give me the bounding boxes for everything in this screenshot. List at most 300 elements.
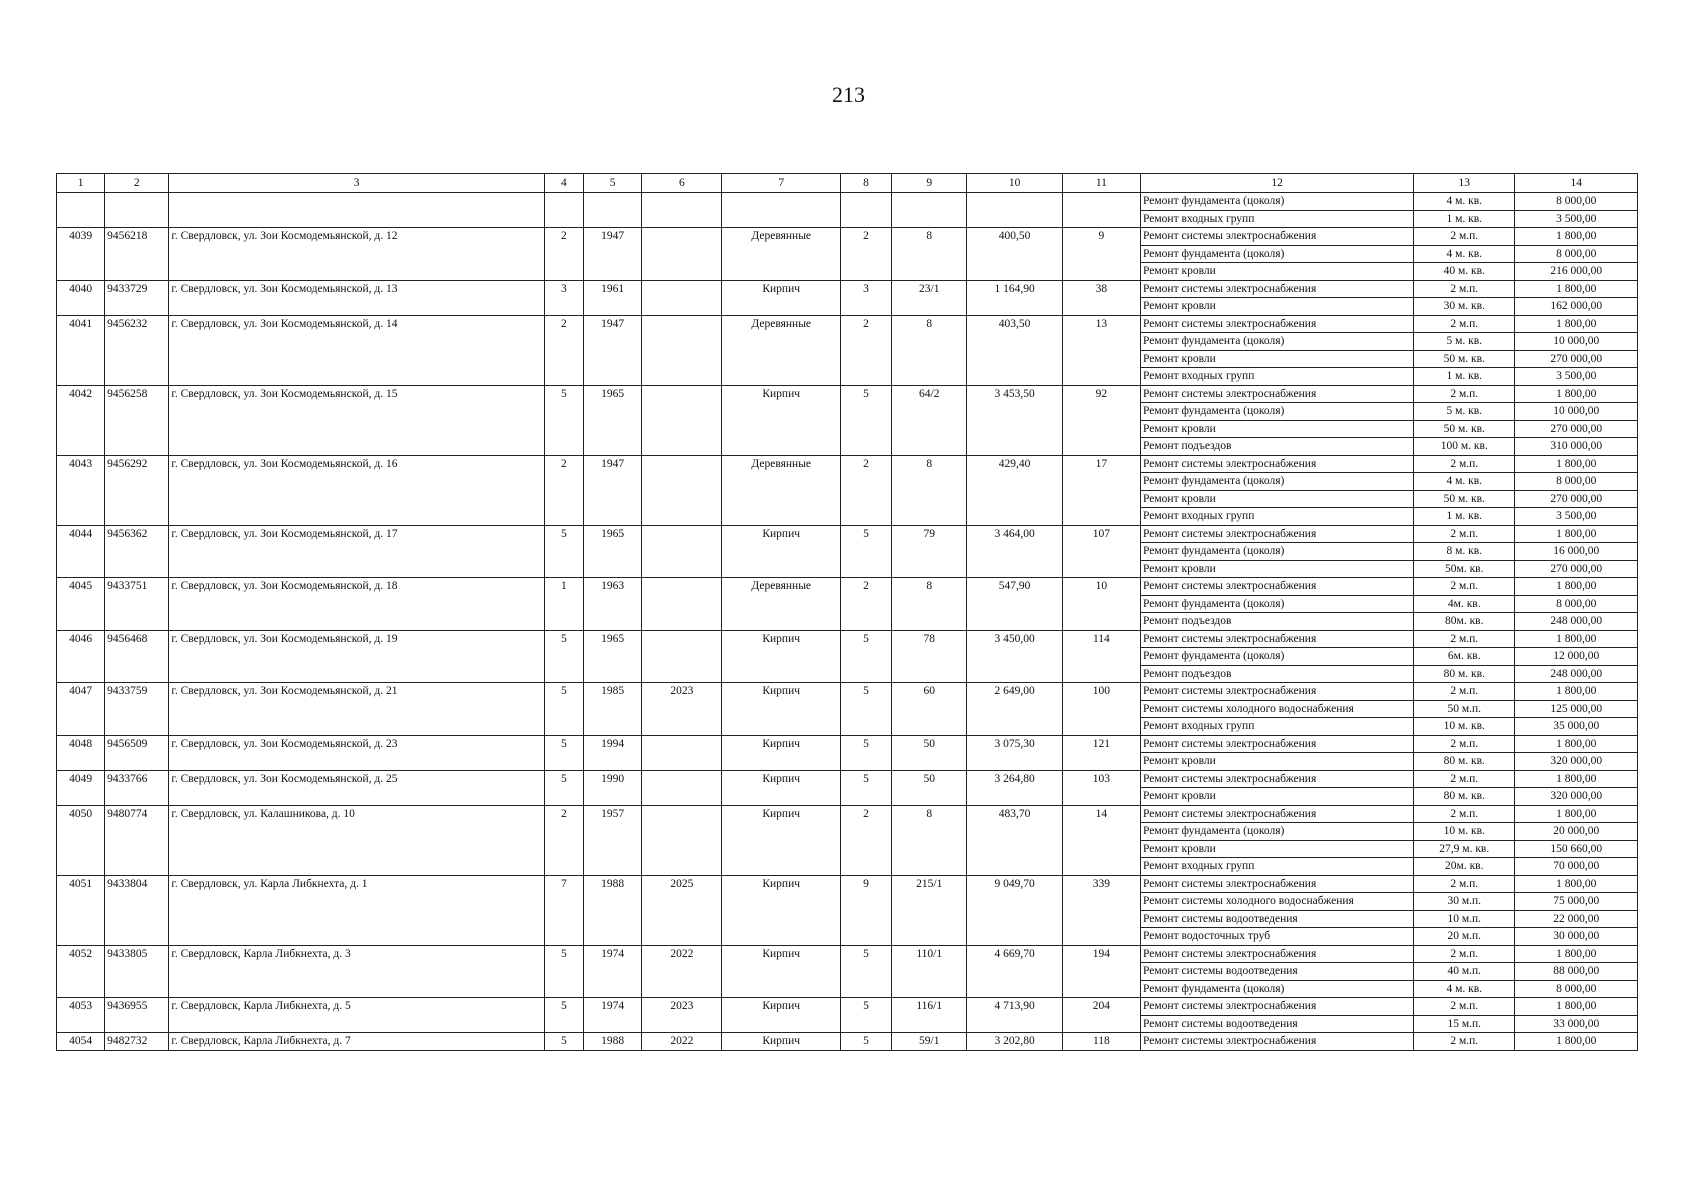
col-9-value: 60 <box>892 683 967 736</box>
col-9-value: 8 <box>892 455 967 525</box>
col-7-material: Деревянные <box>722 455 840 525</box>
col-9-value: 8 <box>892 578 967 631</box>
table-row <box>57 578 1638 596</box>
col-10-area: 3 453,50 <box>967 385 1062 455</box>
work-volume: 2 м.п. <box>1414 735 1515 753</box>
work-volume: 2 м.п. <box>1414 455 1515 473</box>
house-address: г. Свердловск, ул. Зои Космодемьянской, д. 14 <box>169 315 544 385</box>
continuation-cell <box>1062 193 1140 228</box>
col-11-value: 38 <box>1062 280 1140 315</box>
work-volume: 2 м.п. <box>1414 945 1515 963</box>
work-cost: 1 800,00 <box>1515 770 1638 788</box>
col-9-value: 50 <box>892 770 967 805</box>
col-10-area: 547,90 <box>967 578 1062 631</box>
work-volume: 2 м.п. <box>1414 770 1515 788</box>
col-8-value: 5 <box>840 385 891 455</box>
col-11-value: 92 <box>1062 385 1140 455</box>
col-10-area: 3 450,00 <box>967 630 1062 683</box>
work-volume: 40 м.п. <box>1414 963 1515 981</box>
work-type: Ремонт системы электроснабжения <box>1141 525 1414 543</box>
table-row <box>57 193 1638 211</box>
work-type: Ремонт системы электроснабжения <box>1141 805 1414 823</box>
work-type: Ремонт системы электроснабжения <box>1141 735 1414 753</box>
col-6-year <box>642 455 722 525</box>
col-11-value: 100 <box>1062 683 1140 736</box>
record-number: 4046 <box>57 630 105 683</box>
work-volume: 50 м. кв. <box>1414 350 1515 368</box>
work-type: Ремонт системы электроснабжения <box>1141 385 1414 403</box>
column-header-5: 5 <box>583 174 641 193</box>
work-cost: 1 800,00 <box>1515 1033 1638 1051</box>
work-volume: 2 м.п. <box>1414 280 1515 298</box>
table-row <box>57 315 1638 333</box>
col-8-value: 5 <box>840 630 891 683</box>
work-type: Ремонт системы электроснабжения <box>1141 315 1414 333</box>
work-type: Ремонт кровли <box>1141 840 1414 858</box>
col-9-value: 50 <box>892 735 967 770</box>
work-volume: 1 м. кв. <box>1414 508 1515 526</box>
col-5-year: 1990 <box>583 770 641 805</box>
table-row <box>57 385 1638 403</box>
col-11-value: 204 <box>1062 998 1140 1033</box>
work-type: Ремонт системы электроснабжения <box>1141 280 1414 298</box>
work-volume: 30 м. кв. <box>1414 298 1515 316</box>
record-number: 4043 <box>57 455 105 525</box>
house-address: г. Свердловск, ул. Зои Космодемьянской, д. 23 <box>169 735 544 770</box>
col-6-year: 2022 <box>642 1033 722 1051</box>
house-code: 9433766 <box>105 770 169 805</box>
work-type: Ремонт входных групп <box>1141 718 1414 736</box>
col-9-value: 110/1 <box>892 945 967 998</box>
col-5-year: 1974 <box>583 998 641 1033</box>
column-header-1: 1 <box>57 174 105 193</box>
work-cost: 320 000,00 <box>1515 788 1638 806</box>
table-row <box>57 945 1638 963</box>
column-header-3: 3 <box>169 174 544 193</box>
col-10-area: 2 649,00 <box>967 683 1062 736</box>
col-9-value: 8 <box>892 315 967 385</box>
work-cost: 1 800,00 <box>1515 875 1638 893</box>
work-cost: 1 800,00 <box>1515 228 1638 246</box>
col-7-material: Кирпич <box>722 525 840 578</box>
work-cost: 270 000,00 <box>1515 490 1638 508</box>
record-number: 4049 <box>57 770 105 805</box>
col-6-year: 2023 <box>642 683 722 736</box>
col-10-area: 4 713,90 <box>967 998 1062 1033</box>
work-cost: 1 800,00 <box>1515 945 1638 963</box>
work-cost: 270 000,00 <box>1515 350 1638 368</box>
table-body <box>57 193 1638 1051</box>
col-7-material: Кирпич <box>722 998 840 1033</box>
col-6-year: 2023 <box>642 998 722 1033</box>
work-cost: 1 800,00 <box>1515 280 1638 298</box>
column-header-4: 4 <box>544 174 583 193</box>
work-type: Ремонт фундамента (цоколя) <box>1141 823 1414 841</box>
column-header-14: 14 <box>1515 174 1638 193</box>
work-volume: 5 м. кв. <box>1414 403 1515 421</box>
work-type: Ремонт фундамента (цоколя) <box>1141 648 1414 666</box>
col-6-year <box>642 525 722 578</box>
work-volume: 2 м.п. <box>1414 875 1515 893</box>
work-type: Ремонт фундамента (цоколя) <box>1141 473 1414 491</box>
col-8-value: 3 <box>840 280 891 315</box>
work-cost: 22 000,00 <box>1515 910 1638 928</box>
work-cost: 150 660,00 <box>1515 840 1638 858</box>
house-code: 9456362 <box>105 525 169 578</box>
col-4-value: 1 <box>544 578 583 631</box>
col-10-area: 403,50 <box>967 315 1062 385</box>
col-5-year: 1988 <box>583 875 641 945</box>
col-8-value: 5 <box>840 683 891 736</box>
work-cost: 1 800,00 <box>1515 385 1638 403</box>
col-10-area: 400,50 <box>967 228 1062 281</box>
work-type: Ремонт кровли <box>1141 350 1414 368</box>
col-8-value: 2 <box>840 578 891 631</box>
work-type: Ремонт входных групп <box>1141 508 1414 526</box>
work-type: Ремонт подъездов <box>1141 438 1414 456</box>
house-address: г. Свердловск, ул. Калашникова, д. 10 <box>169 805 544 875</box>
work-cost: 10 000,00 <box>1515 333 1638 351</box>
work-type: Ремонт кровли <box>1141 753 1414 771</box>
work-type: Ремонт фундамента (цоколя) <box>1141 193 1414 211</box>
house-code: 9480774 <box>105 805 169 875</box>
work-cost: 310 000,00 <box>1515 438 1638 456</box>
work-cost: 3 500,00 <box>1515 508 1638 526</box>
work-cost: 248 000,00 <box>1515 613 1638 631</box>
work-cost: 8 000,00 <box>1515 193 1638 211</box>
work-type: Ремонт кровли <box>1141 298 1414 316</box>
col-4-value: 3 <box>544 280 583 315</box>
work-type: Ремонт системы водоотведения <box>1141 910 1414 928</box>
work-type: Ремонт системы электроснабжения <box>1141 945 1414 963</box>
col-6-year: 2022 <box>642 945 722 998</box>
col-5-year: 1965 <box>583 525 641 578</box>
col-4-value: 2 <box>544 315 583 385</box>
col-9-value: 64/2 <box>892 385 967 455</box>
col-11-value: 339 <box>1062 875 1140 945</box>
work-volume: 2 м.п. <box>1414 578 1515 596</box>
column-header-8: 8 <box>840 174 891 193</box>
house-code: 9456468 <box>105 630 169 683</box>
col-5-year: 1965 <box>583 385 641 455</box>
work-cost: 1 800,00 <box>1515 315 1638 333</box>
col-5-year: 1963 <box>583 578 641 631</box>
col-6-year <box>642 385 722 455</box>
work-type: Ремонт системы электроснабжения <box>1141 455 1414 473</box>
work-volume: 80 м. кв. <box>1414 788 1515 806</box>
work-cost: 216 000,00 <box>1515 263 1638 281</box>
col-9-value: 8 <box>892 805 967 875</box>
house-code: 9456258 <box>105 385 169 455</box>
work-volume: 50 м. кв. <box>1414 420 1515 438</box>
work-volume: 2 м.п. <box>1414 385 1515 403</box>
work-type: Ремонт системы электроснабжения <box>1141 630 1414 648</box>
col-8-value: 2 <box>840 228 891 281</box>
work-cost: 125 000,00 <box>1515 700 1638 718</box>
continuation-cell <box>544 193 583 228</box>
work-cost: 1 800,00 <box>1515 805 1638 823</box>
work-volume: 15 м.п. <box>1414 1015 1515 1033</box>
work-cost: 8 000,00 <box>1515 245 1638 263</box>
house-code: 9456509 <box>105 735 169 770</box>
work-type: Ремонт фундамента (цоколя) <box>1141 333 1414 351</box>
col-6-year <box>642 630 722 683</box>
house-address: г. Свердловск, ул. Зои Космодемьянской, д. 15 <box>169 385 544 455</box>
col-9-value: 8 <box>892 228 967 281</box>
col-7-material: Деревянные <box>722 315 840 385</box>
col-8-value: 5 <box>840 945 891 998</box>
record-number: 4048 <box>57 735 105 770</box>
column-header-10: 10 <box>967 174 1062 193</box>
work-cost: 30 000,00 <box>1515 928 1638 946</box>
continuation-cell <box>892 193 967 228</box>
house-address: г. Свердловск, Карла Либкнехта, д. 3 <box>169 945 544 998</box>
col-7-material: Кирпич <box>722 1033 840 1051</box>
work-volume: 50 м. кв. <box>1414 490 1515 508</box>
work-volume: 2 м.п. <box>1414 683 1515 701</box>
work-type: Ремонт системы холодного водоснабжения <box>1141 700 1414 718</box>
work-cost: 88 000,00 <box>1515 963 1638 981</box>
col-4-value: 2 <box>544 805 583 875</box>
col-8-value: 5 <box>840 998 891 1033</box>
col-4-value: 5 <box>544 385 583 455</box>
col-5-year: 1947 <box>583 228 641 281</box>
work-cost: 20 000,00 <box>1515 823 1638 841</box>
work-volume: 2 м.п. <box>1414 315 1515 333</box>
work-type: Ремонт входных групп <box>1141 210 1414 228</box>
work-cost: 1 800,00 <box>1515 455 1638 473</box>
record-number: 4042 <box>57 385 105 455</box>
record-number: 4041 <box>57 315 105 385</box>
col-8-value: 2 <box>840 315 891 385</box>
col-10-area: 3 264,80 <box>967 770 1062 805</box>
col-8-value: 9 <box>840 875 891 945</box>
work-cost: 8 000,00 <box>1515 980 1638 998</box>
house-code: 9436955 <box>105 998 169 1033</box>
work-volume: 2 м.п. <box>1414 805 1515 823</box>
house-address: г. Свердловск, ул. Зои Космодемьянской, д. 21 <box>169 683 544 736</box>
work-volume: 4м. кв. <box>1414 595 1515 613</box>
record-number: 4051 <box>57 875 105 945</box>
col-4-value: 5 <box>544 525 583 578</box>
col-10-area: 4 669,70 <box>967 945 1062 998</box>
house-code: 9433759 <box>105 683 169 736</box>
house-address: г. Свердловск, ул. Зои Космодемьянской, д. 19 <box>169 630 544 683</box>
work-volume: 8 м. кв. <box>1414 543 1515 561</box>
col-7-material: Кирпич <box>722 280 840 315</box>
work-type: Ремонт кровли <box>1141 560 1414 578</box>
house-address: г. Свердловск, Карла Либкнехта, д. 5 <box>169 998 544 1033</box>
col-5-year: 1961 <box>583 280 641 315</box>
col-10-area: 3 464,00 <box>967 525 1062 578</box>
col-10-area: 3 075,30 <box>967 735 1062 770</box>
house-code: 9456232 <box>105 315 169 385</box>
work-volume: 5 м. кв. <box>1414 333 1515 351</box>
work-type: Ремонт системы электроснабжения <box>1141 770 1414 788</box>
column-header-9: 9 <box>892 174 967 193</box>
work-volume: 1 м. кв. <box>1414 368 1515 386</box>
col-11-value: 103 <box>1062 770 1140 805</box>
col-11-value: 194 <box>1062 945 1140 998</box>
work-type: Ремонт системы электроснабжения <box>1141 1033 1414 1051</box>
col-11-value: 13 <box>1062 315 1140 385</box>
col-7-material: Деревянные <box>722 228 840 281</box>
continuation-cell <box>967 193 1062 228</box>
col-7-material: Кирпич <box>722 805 840 875</box>
work-type: Ремонт подъездов <box>1141 613 1414 631</box>
work-cost: 70 000,00 <box>1515 858 1638 876</box>
house-address: г. Свердловск, ул. Зои Космодемьянской, д. 13 <box>169 280 544 315</box>
table-row <box>57 805 1638 823</box>
table-row <box>57 683 1638 701</box>
col-6-year <box>642 228 722 281</box>
work-cost: 1 800,00 <box>1515 578 1638 596</box>
work-cost: 162 000,00 <box>1515 298 1638 316</box>
work-cost: 1 800,00 <box>1515 998 1638 1016</box>
col-4-value: 5 <box>544 630 583 683</box>
col-4-value: 5 <box>544 1033 583 1051</box>
record-number: 4039 <box>57 228 105 281</box>
col-9-value: 23/1 <box>892 280 967 315</box>
col-7-material: Кирпич <box>722 683 840 736</box>
house-address: г. Свердловск, ул. Зои Космодемьянской, д. 12 <box>169 228 544 281</box>
col-8-value: 5 <box>840 1033 891 1051</box>
table-row <box>57 630 1638 648</box>
house-code: 9433751 <box>105 578 169 631</box>
work-volume: 10 м.п. <box>1414 910 1515 928</box>
col-6-year <box>642 805 722 875</box>
work-type: Ремонт входных групп <box>1141 368 1414 386</box>
table-row <box>57 525 1638 543</box>
col-10-area: 9 049,70 <box>967 875 1062 945</box>
work-cost: 1 800,00 <box>1515 630 1638 648</box>
record-number: 4053 <box>57 998 105 1033</box>
col-4-value: 5 <box>544 735 583 770</box>
work-cost: 12 000,00 <box>1515 648 1638 666</box>
work-volume: 6м. кв. <box>1414 648 1515 666</box>
work-volume: 80м. кв. <box>1414 613 1515 631</box>
house-code: 9482732 <box>105 1033 169 1051</box>
col-9-value: 215/1 <box>892 875 967 945</box>
work-type: Ремонт входных групп <box>1141 858 1414 876</box>
house-address: г. Свердловск, Карла Либкнехта, д. 7 <box>169 1033 544 1051</box>
record-number: 4054 <box>57 1033 105 1051</box>
record-number: 4040 <box>57 280 105 315</box>
col-8-value: 5 <box>840 770 891 805</box>
col-9-value: 78 <box>892 630 967 683</box>
col-11-value: 17 <box>1062 455 1140 525</box>
table-row <box>57 998 1638 1016</box>
col-5-year: 1994 <box>583 735 641 770</box>
col-6-year: 2025 <box>642 875 722 945</box>
work-cost: 75 000,00 <box>1515 893 1638 911</box>
col-11-value: 10 <box>1062 578 1140 631</box>
work-volume: 40 м. кв. <box>1414 263 1515 281</box>
work-cost: 16 000,00 <box>1515 543 1638 561</box>
continuation-cell <box>57 193 105 228</box>
house-address: г. Свердловск, ул. Зои Космодемьянской, д. 16 <box>169 455 544 525</box>
work-volume: 2 м.п. <box>1414 228 1515 246</box>
work-volume: 50 м.п. <box>1414 700 1515 718</box>
col-5-year: 1957 <box>583 805 641 875</box>
continuation-cell <box>722 193 840 228</box>
work-type: Ремонт фундамента (цоколя) <box>1141 403 1414 421</box>
continuation-cell <box>840 193 891 228</box>
work-cost: 320 000,00 <box>1515 753 1638 771</box>
work-volume: 1 м. кв. <box>1414 210 1515 228</box>
work-type: Ремонт водосточных труб <box>1141 928 1414 946</box>
repair-program-table <box>56 173 1638 1051</box>
work-cost: 3 500,00 <box>1515 368 1638 386</box>
work-volume: 50м. кв. <box>1414 560 1515 578</box>
work-type: Ремонт фундамента (цоколя) <box>1141 245 1414 263</box>
col-5-year: 1985 <box>583 683 641 736</box>
work-type: Ремонт кровли <box>1141 420 1414 438</box>
work-volume: 10 м. кв. <box>1414 718 1515 736</box>
record-number: 4047 <box>57 683 105 736</box>
col-11-value: 121 <box>1062 735 1140 770</box>
col-11-value: 114 <box>1062 630 1140 683</box>
work-volume: 2 м.п. <box>1414 525 1515 543</box>
col-5-year: 1974 <box>583 945 641 998</box>
work-volume: 2 м.п. <box>1414 1033 1515 1051</box>
work-cost: 270 000,00 <box>1515 420 1638 438</box>
work-cost: 270 000,00 <box>1515 560 1638 578</box>
col-8-value: 2 <box>840 455 891 525</box>
work-type: Ремонт системы электроснабжения <box>1141 998 1414 1016</box>
house-code: 9433805 <box>105 945 169 998</box>
work-cost: 33 000,00 <box>1515 1015 1638 1033</box>
col-10-area: 3 202,80 <box>967 1033 1062 1051</box>
col-7-material: Кирпич <box>722 945 840 998</box>
work-volume: 10 м. кв. <box>1414 823 1515 841</box>
work-type: Ремонт кровли <box>1141 490 1414 508</box>
col-11-value: 107 <box>1062 525 1140 578</box>
col-11-value: 9 <box>1062 228 1140 281</box>
house-code: 9456292 <box>105 455 169 525</box>
col-6-year <box>642 578 722 631</box>
col-4-value: 5 <box>544 683 583 736</box>
work-cost: 35 000,00 <box>1515 718 1638 736</box>
work-volume: 20 м.п. <box>1414 928 1515 946</box>
record-number: 4050 <box>57 805 105 875</box>
work-type: Ремонт фундамента (цоколя) <box>1141 980 1414 998</box>
continuation-cell <box>169 193 544 228</box>
col-6-year <box>642 770 722 805</box>
column-header-11: 11 <box>1062 174 1140 193</box>
work-volume: 4 м. кв. <box>1414 980 1515 998</box>
work-cost: 8 000,00 <box>1515 595 1638 613</box>
record-number: 4044 <box>57 525 105 578</box>
house-address: г. Свердловск, ул. Зои Космодемьянской, д. 18 <box>169 578 544 631</box>
col-4-value: 5 <box>544 770 583 805</box>
house-code: 9433804 <box>105 875 169 945</box>
house-code: 9433729 <box>105 280 169 315</box>
work-volume: 4 м. кв. <box>1414 245 1515 263</box>
col-10-area: 1 164,90 <box>967 280 1062 315</box>
work-type: Ремонт кровли <box>1141 263 1414 281</box>
work-cost: 10 000,00 <box>1515 403 1638 421</box>
col-10-area: 429,40 <box>967 455 1062 525</box>
work-cost: 3 500,00 <box>1515 210 1638 228</box>
work-cost: 248 000,00 <box>1515 665 1638 683</box>
work-volume: 20м. кв. <box>1414 858 1515 876</box>
col-11-value: 118 <box>1062 1033 1140 1051</box>
column-header-12: 12 <box>1141 174 1414 193</box>
work-volume: 80 м. кв. <box>1414 665 1515 683</box>
work-volume: 2 м.п. <box>1414 630 1515 648</box>
house-address: г. Свердловск, ул. Карла Либкнехта, д. 1 <box>169 875 544 945</box>
